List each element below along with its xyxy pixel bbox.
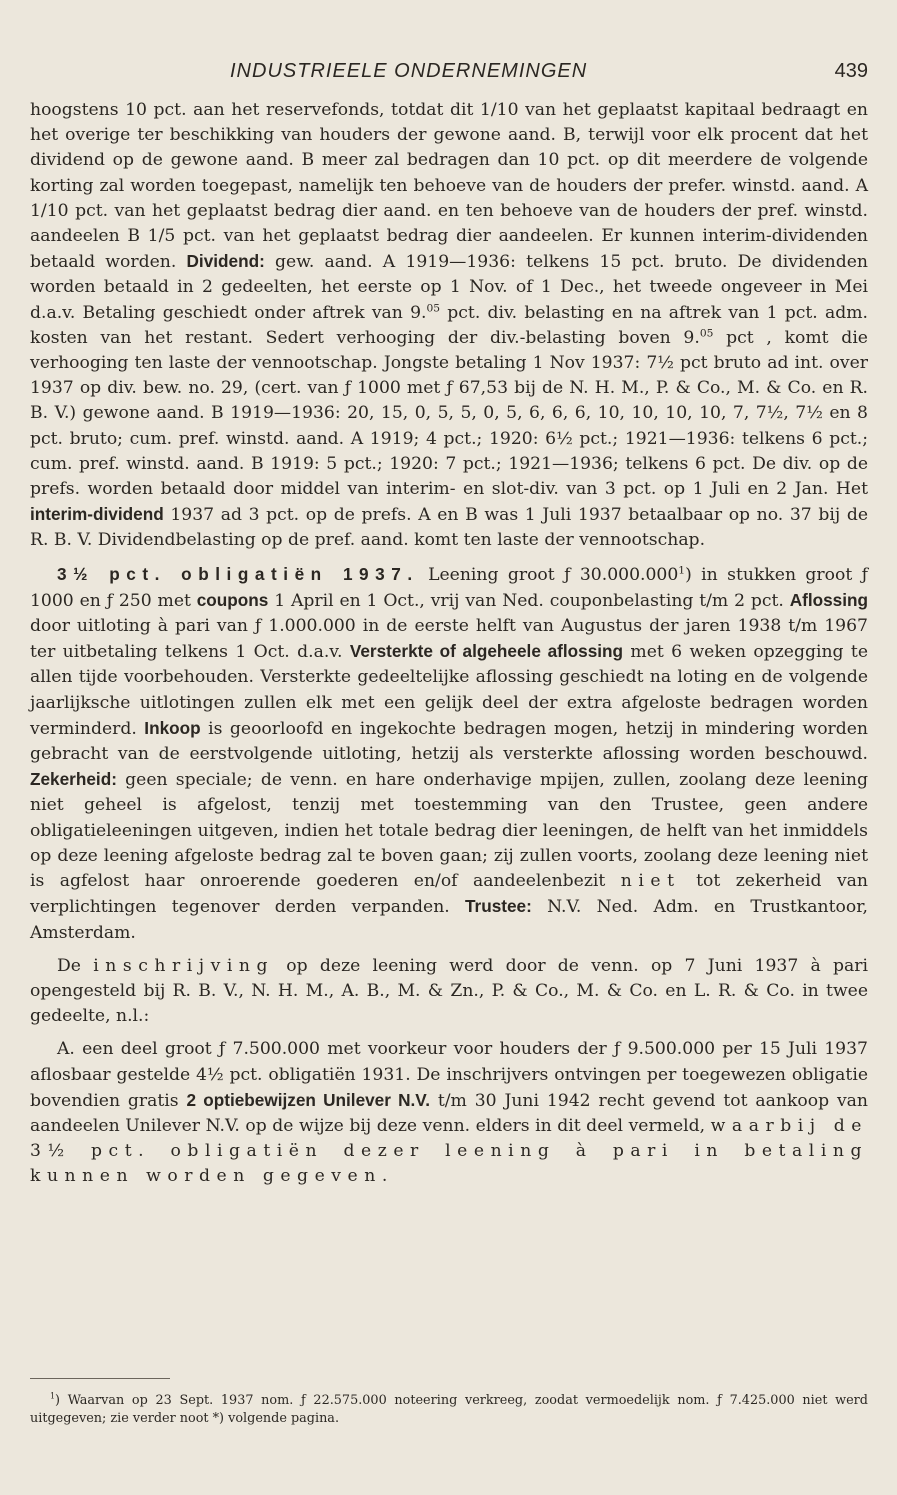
fraction: 1/5	[147, 226, 176, 247]
fraction: 1/10	[30, 200, 69, 221]
text-run: met 6 weken opzegging te allen tijde voorbehouden. Versterkte gedeeltelijke aflossing geschiedt na loting en de volgende jaarlijksche uitlotingen zullen elk met een gelijk deel der extra afgeloste bedragen worden verminderd.	[30, 642, 868, 739]
text-run: gew. aand. A 1919—1936: telkens 15 pct. bruto. De dividenden worden betaald in 2 gedeelten, het eerste op 1 Nov. of 1 Dec., het tweede ongeveer in Mei d.a.v. Betaling geschiedt onder aftrek van 9.	[30, 252, 868, 323]
footnote-divider	[30, 1378, 170, 1379]
paragraph-dividend-policy	[30, 98, 868, 554]
paragraph-part-a	[30, 1037, 868, 1189]
label-interim-dividend: interim-dividend	[30, 504, 164, 525]
text-run: A. een deel groot ƒ 7.500.000 met voorkeur voor houders der ƒ 9.500.000 per 15 Juli 1937 aflosbaar gestelde 4½ pct. obligatiën 1931. De inschrijvers ontvingen per toegewezen obligatie bovendien gratis	[30, 1039, 868, 1111]
paragraph-subscription	[30, 954, 868, 1030]
body-text	[30, 98, 868, 1190]
text-run: ) in stukken groot ƒ 1000 en ƒ 250 met	[30, 564, 869, 611]
footnote-marker: 1	[50, 1391, 56, 1401]
text-run: 1937 ad 3 pct. op de prefs. A en B was 1 Juli 1937 betaalbaar op no. 37 bij de R. B. V. Dividendbelasting op de pref. aand. komt ten laste der vennootschap.	[30, 505, 868, 551]
text-run: hoogstens 10 pct. aan het reservefonds, totdat dit	[30, 100, 480, 120]
label-dividend: Dividend:	[186, 251, 265, 272]
footnote-reference: 1	[678, 562, 686, 576]
fraction: 1/10	[479, 100, 519, 120]
text-run: pct. van het geplaatst bedrag dier aandeelen. Er kunnen interim-dividenden betaald worden.	[30, 226, 868, 273]
text-run: op deze leening werd door de venn. op 7 Juni 1937 à pari opengesteld bij R. B. V., N. H. M., A. B., M. & Zn., P. & Co., M. & Co. en L. R. & Co. in twee gedeelte, n.l.:	[30, 955, 868, 1027]
text-run: pct. van het geplaatst bedrag dier aand. en ten behoeve van de houders der pref. winstd. aandeelen B	[30, 200, 868, 247]
text-run: Leening groot ƒ 30.000.000	[418, 564, 679, 585]
text-run: van het geplaatst kapitaal bedraagt en het overige ter beschikking van houders der gewone aand. B, terwijl voor elk procent dat het dividend op de gewone aand. B meer zal bedragen dan 10 pct. op dit meerdere de volgende korting zal worden toegepast, namelijk ten behoeve van de houders der prefer. winstd. aand. A	[30, 100, 868, 196]
superscript: 05	[699, 326, 714, 340]
page-header	[30, 60, 868, 90]
label-versterkte-aflossing: Versterkte of algeheele aflossing	[349, 641, 624, 662]
text-run: ) Waarvan op 23 Sept. 1937 nom. ƒ 22.575.000 noteering verkreeg, zoodat vermoedelijk nom. ƒ 7.425.000 niet werd uitgegeven; zie verder noot *) volgende pagina.	[30, 1393, 868, 1426]
label-aflossing: Aflossing	[789, 589, 869, 610]
paragraph-obligations	[30, 562, 868, 946]
text-run: is geoorloofd en ingekochte bedragen mogen, hetzij in mindering worden gebracht van de eerstvolgende uitloting, hetzij als versterkte aflossing worden beschouwd.	[30, 718, 868, 765]
spaced-word: niet	[620, 871, 681, 892]
label-zekerheid: Zekerheid:	[30, 769, 117, 790]
text-run: door uitloting à pari van ƒ 1.000.000 in de eerste helft van Augustus der jaren 1938 t/m 1967 ter uitbetaling telkens 1 Oct. d.a.v.	[30, 616, 868, 663]
section-heading: 3½ pct. obligatiën 1937.	[57, 563, 419, 584]
text-run: pct. div. belasting en na aftrek van 1 pct. adm. kosten van het restant. Sedert verhooging der div.-belasting boven 9.	[30, 302, 868, 348]
text-run: 1 April en 1 Oct., vrij van Ned. couponbelasting t/m 2 pct.	[268, 590, 790, 611]
text-run: De	[57, 955, 94, 976]
spaced-word: inschrijving	[93, 955, 275, 976]
label-inkoop: Inkoop	[144, 717, 201, 738]
label-optiebewijzen: 2 optiebewijzen Unilever N.V.	[186, 1089, 430, 1110]
text-run: N.V. Ned. Adm. en Trustkantoor, Amsterdam.	[30, 897, 868, 943]
footnote	[30, 1392, 868, 1428]
text-run: t/m 30 Juni 1942 recht gevend tot aankoop van aandeelen Unilever N.V. op de wijze bij deze venn. elders in dit deel vermeld,	[30, 1090, 868, 1136]
running-title: INDUSTRIEELE ONDERNEMINGEN	[230, 60, 588, 82]
spaced-phrase: waarbij de 3½ pct. obligatiën dezer leening à pari in betaling kunnen worden gegeven.	[30, 1115, 869, 1187]
text-run: tot zekerheid van verplichtingen tegenover derden verpanden.	[30, 871, 868, 918]
footnote-text	[30, 1392, 868, 1428]
text-run: geen speciale; de venn. en hare onderhavige mpijen, zullen, zoolang deze leening niet geheel is afgelost, tenzij met toestemming van den Trustee, geen andere obligatieleeningen uitgeven, indien het totale bedrag dier leeningen, de helft van het inmiddels op deze leening afgeloste bedrag zal te boven gaan; zij zullen voorts, zoolang deze leening niet is agfelost haar onroerende goederen en/of aandeelenbezit	[30, 770, 868, 892]
label-trustee: Trustee:	[464, 896, 532, 917]
superscript: 05	[426, 300, 441, 314]
text-run: pct , komt die verhooging ten laste der vennootschap. Jongste betaling 1 Nov 1937: 7½ pct bruto ad int. over 1937 op div. bew. no. 29, (cert. van ƒ 1000 met ƒ 67,53 bij de N. H. M., P. & Co., M. & Co. en R. B. V.) gewone aand. B 1919—1936: 20, 15, 0, 5, 5, 0, 5, 6, 6, 6, 10, 10, 10, 10, 7, 7½, 7½ en 8 pct. bruto; cum. pref. winstd. aand. A 1919; 4 pct.; 1920: 6½ pct.; 1921—1936: telkens 6 pct.; cum. pref. winstd. aand. B 1919: 5 pct.; 1920: 7 pct.; 1921—1936; telkens 6 pct. De div. op de prefs. worden betaald door middel van interim- en slot-div. van 3 pct. op 1 Juli en 2 Jan. Het	[30, 327, 868, 500]
label-coupons: coupons	[196, 589, 269, 610]
page-number: 439	[834, 60, 868, 82]
